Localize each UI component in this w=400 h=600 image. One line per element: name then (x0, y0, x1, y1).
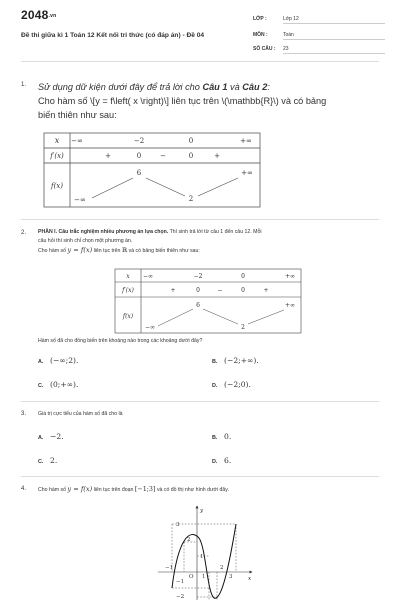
x-origin: O (189, 574, 194, 580)
y-tick-neg1: −1 (176, 579, 185, 585)
t1-fp-sign2: − (160, 152, 166, 160)
t2-fp-zero2: 0 (241, 287, 245, 294)
y-tick-neg2: −2 (176, 594, 185, 600)
t1-fp-zero2: 0 (188, 152, 194, 160)
q3-option-b[interactable]: B. 0. (212, 432, 232, 441)
t2-x-zero: 0 (241, 273, 245, 280)
q2-number: 2. (21, 230, 27, 236)
t2-f-label: f(x) (122, 313, 134, 320)
q3-number: 3. (21, 411, 27, 417)
t1-fp-sign1: + (105, 152, 111, 160)
t2-f-pos-inf: +∞ (284, 302, 296, 309)
q3-option-c[interactable]: C. 2. (38, 456, 58, 465)
q4-number: 4. (21, 486, 27, 492)
q4-text: Cho hàm số y = f(x) liên tục trên đoạn [−1;3] và có đồ thị như hình dưới đây. (38, 485, 229, 493)
x-tick-3: 3 (229, 574, 233, 580)
t1-f-neg-inf: −∞ (74, 196, 86, 204)
t1-fp-sign3: + (214, 152, 220, 160)
y-tick-2: 2 (187, 537, 191, 543)
t1-x-zero: 0 (188, 137, 194, 145)
meta-count: SỐ CÂU : 23 (253, 46, 385, 54)
t1-fp-label: f′(x) (50, 152, 64, 160)
x-tick-1: 1 (202, 574, 206, 580)
t1-x-label: x (54, 136, 60, 145)
t1-f-label: f(x) (50, 182, 64, 190)
t2-fp-zero1: 0 (196, 287, 200, 294)
t2-fp-label: f′(x) (122, 287, 134, 294)
q2-option-b[interactable]: B. (−2;+∞). (212, 356, 259, 365)
q1-number: 1. (21, 82, 27, 88)
q3-option-a[interactable]: A. −2. (38, 432, 64, 441)
graph-x-label: x (248, 576, 252, 582)
q3-option-d[interactable]: D. 6. (212, 456, 232, 465)
q2-option-a[interactable]: A. (−∞;2). (38, 356, 79, 365)
y-tick-1: 1 (200, 554, 204, 560)
q1-text: Sử dụng dữ kiện dưới đây để trả lời cho Câu 1 và Câu 2: Cho hàm số \[y = f\left( x \right)\] liên tục trên \(\mathbb{R}\) và có bảng biến thiên như sau: (38, 82, 327, 120)
t2-x-neg-inf: −∞ (142, 273, 154, 280)
q2-option-d[interactable]: D. (−2;0). (212, 380, 251, 389)
t2-x-pos-inf: +∞ (284, 273, 296, 280)
t1-f-min: 2 (188, 195, 194, 203)
q2-option-c[interactable]: C. (0;+∞). (38, 380, 79, 389)
x-tick-neg1: −1 (165, 565, 174, 571)
t2-x-label: x (126, 273, 130, 280)
t1-x-minus2: −2 (133, 137, 145, 145)
site-logo[interactable]: 2048.vn (21, 8, 57, 22)
meta-class: LỚP : Lớp 12 (253, 16, 385, 24)
t2-fp-sign3: + (263, 287, 269, 294)
t1-f-max: 6 (136, 169, 142, 177)
t2-f-max: 6 (196, 302, 200, 309)
t1-x-pos-inf: +∞ (240, 137, 252, 145)
q2-question: Hàm số đã cho đồng biến trên khoảng nào trong các khoảng dưới đây? (38, 338, 203, 344)
t2-fp-sign2: − (217, 287, 223, 294)
meta-subject: MÔN : Toán (253, 32, 385, 40)
t2-x-minus2: −2 (193, 273, 203, 280)
y-tick-3: 3 (176, 522, 180, 528)
t2-f-min: 2 (241, 324, 245, 331)
t2-fp-sign1: + (170, 287, 176, 294)
x-tick-2: 2 (220, 565, 224, 571)
t2-f-neg-inf: −∞ (144, 324, 156, 331)
function-curve (172, 524, 236, 598)
t1-x-neg-inf: −∞ (71, 137, 83, 145)
t1-f-pos-inf: +∞ (241, 169, 253, 177)
q2-intro: PHẦN I. Câu trắc nghiệm nhiều phương án lựa chọn. Thí sinh trả lời từ câu 1 đến câu 12. Mỗi câu hỏi thí sinh chỉ chọn một phương án. Cho hàm số y = f(x) liên tục trên ℝ và có bảng biến thiên như sau: (38, 229, 262, 254)
exam-title: Đề thi giữa kì 1 Toán 12 Kết nối tri thức (có đáp án) - Đề 04 (21, 32, 205, 39)
graph-y-label: y (200, 508, 204, 514)
t1-fp-zero1: 0 (136, 152, 142, 160)
q3-text: Giá trị cực tiểu của hàm số đã cho là (38, 411, 123, 417)
